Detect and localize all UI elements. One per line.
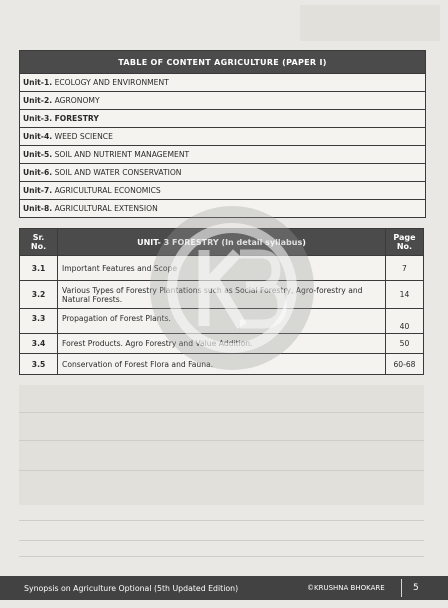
toc-unit-title: SOIL AND WATER CONSERVATION [54, 168, 182, 177]
toc-row-current [20, 109, 425, 127]
row-sr-no: 3.1 [20, 256, 58, 281]
bleed-through-block [19, 385, 424, 505]
toc-row [20, 127, 425, 145]
header-sr-no: Sr. No. [20, 229, 58, 256]
footer-page-number: 5 [413, 583, 419, 593]
bleed-through-line [19, 440, 424, 441]
row-page-no: 40 [385, 309, 423, 334]
toc-unit-title: WEED SCIENCE [54, 132, 113, 141]
row-page-no: 50 [385, 334, 423, 354]
row-sr-no: 3.4 [20, 334, 58, 354]
toc-row [20, 145, 425, 163]
row-sr-no: 3.3 [20, 309, 58, 334]
toc-unit-number: Unit-3. [23, 114, 53, 123]
bleed-through-line [19, 470, 424, 471]
toc-unit-title: AGRICULTURAL ECONOMICS [54, 186, 161, 195]
toc-unit-number: Unit-4. [23, 132, 53, 141]
row-description: Propagation of Forest Plants. [58, 309, 386, 334]
toc-row [20, 91, 425, 109]
bleed-through-line [19, 520, 424, 521]
header-unit-title: UNIT- 3 FORESTRY (In detail syllabus) [58, 229, 386, 256]
toc-unit-title: SOIL AND NUTRIENT MANAGEMENT [54, 150, 190, 159]
row-description: Conservation of Forest Flora and Fauna. [58, 354, 386, 375]
toc-unit-title: FORESTRY [54, 114, 99, 123]
page-footer [0, 576, 448, 600]
toc-unit-number: Unit-6. [23, 168, 53, 177]
bleed-through-block [300, 5, 440, 41]
kb-watermark-logo [142, 198, 322, 378]
toc-row [20, 181, 425, 199]
toc-unit-number: Unit-8. [23, 204, 53, 213]
toc-unit-title: ECOLOGY AND ENVIRONMENT [54, 78, 169, 87]
bleed-through-line [19, 412, 424, 413]
toc-unit-number: Unit-2. [23, 96, 53, 105]
row-description: Various Types of Forestry Plantations such as Social Forestry, Agro-forestry and Natural Forests. [58, 281, 386, 309]
bleed-through-line [19, 556, 424, 557]
toc-row [20, 163, 425, 181]
row-sr-no: 3.2 [20, 281, 58, 309]
row-description: Important Features and Scope [58, 256, 386, 281]
footer-book-title: Synopsis on Agriculture Optional (5th Updated Edition) [24, 583, 239, 593]
footer-author: ©KRUSHNA BHOKARE [307, 584, 385, 592]
toc-table [19, 50, 426, 218]
toc-unit-number: Unit-7. [23, 186, 53, 195]
toc-title: TABLE OF CONTENT AGRICULTURE (PAPER I) [20, 51, 425, 73]
header-page-no: Page No. [385, 229, 423, 256]
row-description: Forest Products. Agro Forestry and Value Addition. [58, 334, 386, 354]
row-sr-no: 3.5 [20, 354, 58, 375]
toc-row [20, 73, 425, 91]
row-page-no: 14 [385, 281, 423, 309]
toc-unit-title: AGRICULTURAL EXTENSION [54, 204, 158, 213]
footer-divider [401, 579, 402, 597]
row-page-no: 60-68 [385, 354, 423, 375]
toc-unit-number: Unit-1. [23, 78, 53, 87]
toc-unit-title: AGRONOMY [54, 96, 100, 105]
bleed-through-line [19, 540, 424, 541]
row-page-no: 7 [385, 256, 423, 281]
toc-unit-number: Unit-5. [23, 150, 53, 159]
